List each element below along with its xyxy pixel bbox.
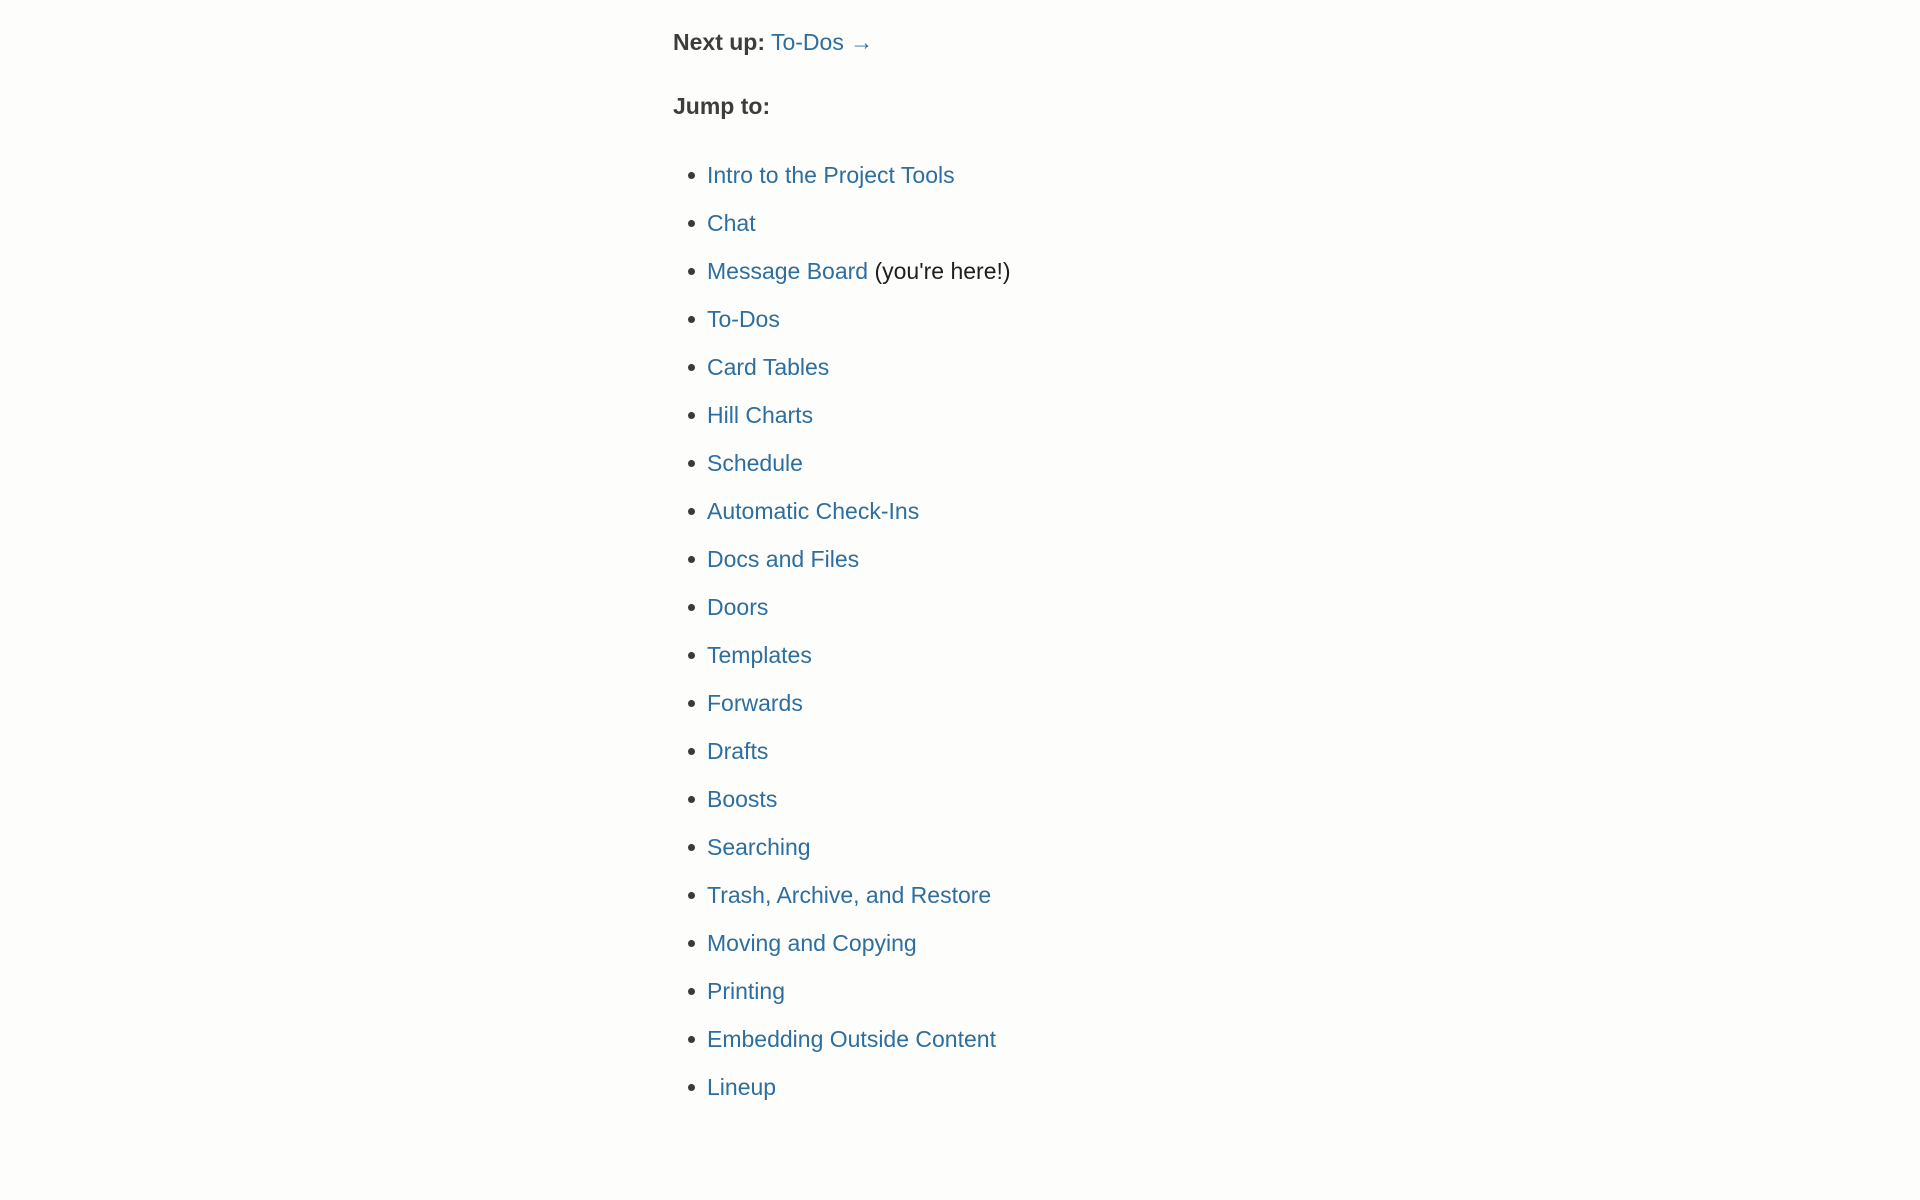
list-item xyxy=(673,590,1473,638)
bullet-icon xyxy=(688,316,695,323)
jump-link-lineup[interactable]: Lineup xyxy=(707,1074,777,1100)
next-up xyxy=(673,26,1473,58)
list-item xyxy=(673,926,1473,974)
jump-link-intro[interactable]: Intro to the Project Tools xyxy=(707,162,955,188)
bullet-icon xyxy=(688,988,695,995)
list-item xyxy=(673,1022,1473,1070)
list-item xyxy=(673,830,1473,878)
jump-link-automatic-check-ins[interactable]: Automatic Check-Ins xyxy=(707,498,920,524)
bullet-icon xyxy=(688,940,695,947)
list-item xyxy=(673,782,1473,830)
list-item xyxy=(673,974,1473,1022)
bullet-icon xyxy=(688,1084,695,1091)
bullet-icon xyxy=(688,364,695,371)
current-page-indicator: (you're here!) xyxy=(874,258,1011,284)
jump-link-message-board[interactable]: Message Board xyxy=(707,258,869,284)
bullet-icon xyxy=(688,172,695,179)
jump-link-docs-and-files[interactable]: Docs and Files xyxy=(707,546,860,572)
bullet-icon xyxy=(688,556,695,563)
bullet-icon xyxy=(688,892,695,899)
jump-link-templates[interactable]: Templates xyxy=(707,642,812,668)
right-arrow-icon: → xyxy=(850,29,874,55)
list-item xyxy=(673,158,1473,206)
jump-link-forwards[interactable]: Forwards xyxy=(707,690,803,716)
bullet-icon xyxy=(688,412,695,419)
jump-link-embedding-outside-content[interactable]: Embedding Outside Content xyxy=(707,1026,996,1052)
jump-link-printing[interactable]: Printing xyxy=(707,978,785,1004)
list-item xyxy=(673,734,1473,782)
jump-link-trash-archive-restore[interactable]: Trash, Archive, and Restore xyxy=(707,882,992,908)
list-item xyxy=(673,302,1473,350)
jump-to-label: Jump to: xyxy=(673,93,771,119)
jump-link-schedule[interactable]: Schedule xyxy=(707,450,803,476)
list-item xyxy=(673,638,1473,686)
bullet-icon xyxy=(688,1036,695,1043)
jump-link-chat[interactable]: Chat xyxy=(707,210,756,236)
list-item xyxy=(673,398,1473,446)
list-item xyxy=(673,206,1473,254)
article-footer-nav xyxy=(673,26,1473,1118)
jump-link-card-tables[interactable]: Card Tables xyxy=(707,354,830,380)
list-item xyxy=(673,878,1473,926)
list-item xyxy=(673,446,1473,494)
list-item xyxy=(673,542,1473,590)
next-up-link[interactable] xyxy=(771,29,873,55)
jump-link-hill-charts[interactable]: Hill Charts xyxy=(707,402,814,428)
next-up-link-text: To-Dos xyxy=(770,29,844,55)
jump-to-list xyxy=(673,158,1473,1118)
list-item xyxy=(673,494,1473,542)
list-item xyxy=(673,686,1473,734)
jump-link-drafts[interactable]: Drafts xyxy=(707,738,769,764)
next-up-label: Next up: xyxy=(673,29,765,55)
bullet-icon xyxy=(688,508,695,515)
list-item xyxy=(673,1070,1473,1118)
bullet-icon xyxy=(688,220,695,227)
bullet-icon xyxy=(688,700,695,707)
bullet-icon xyxy=(688,748,695,755)
list-item xyxy=(673,254,1473,302)
list-item xyxy=(673,350,1473,398)
bullet-icon xyxy=(688,268,695,275)
bullet-icon xyxy=(688,652,695,659)
jump-link-to-dos[interactable]: To-Dos xyxy=(707,306,780,332)
jump-link-boosts[interactable]: Boosts xyxy=(707,786,778,812)
jump-link-searching[interactable]: Searching xyxy=(707,834,811,860)
bullet-icon xyxy=(688,604,695,611)
jump-link-doors[interactable]: Doors xyxy=(707,594,769,620)
bullet-icon xyxy=(688,844,695,851)
bullet-icon xyxy=(688,460,695,467)
bullet-icon xyxy=(688,796,695,803)
jump-link-moving-and-copying[interactable]: Moving and Copying xyxy=(707,930,917,956)
